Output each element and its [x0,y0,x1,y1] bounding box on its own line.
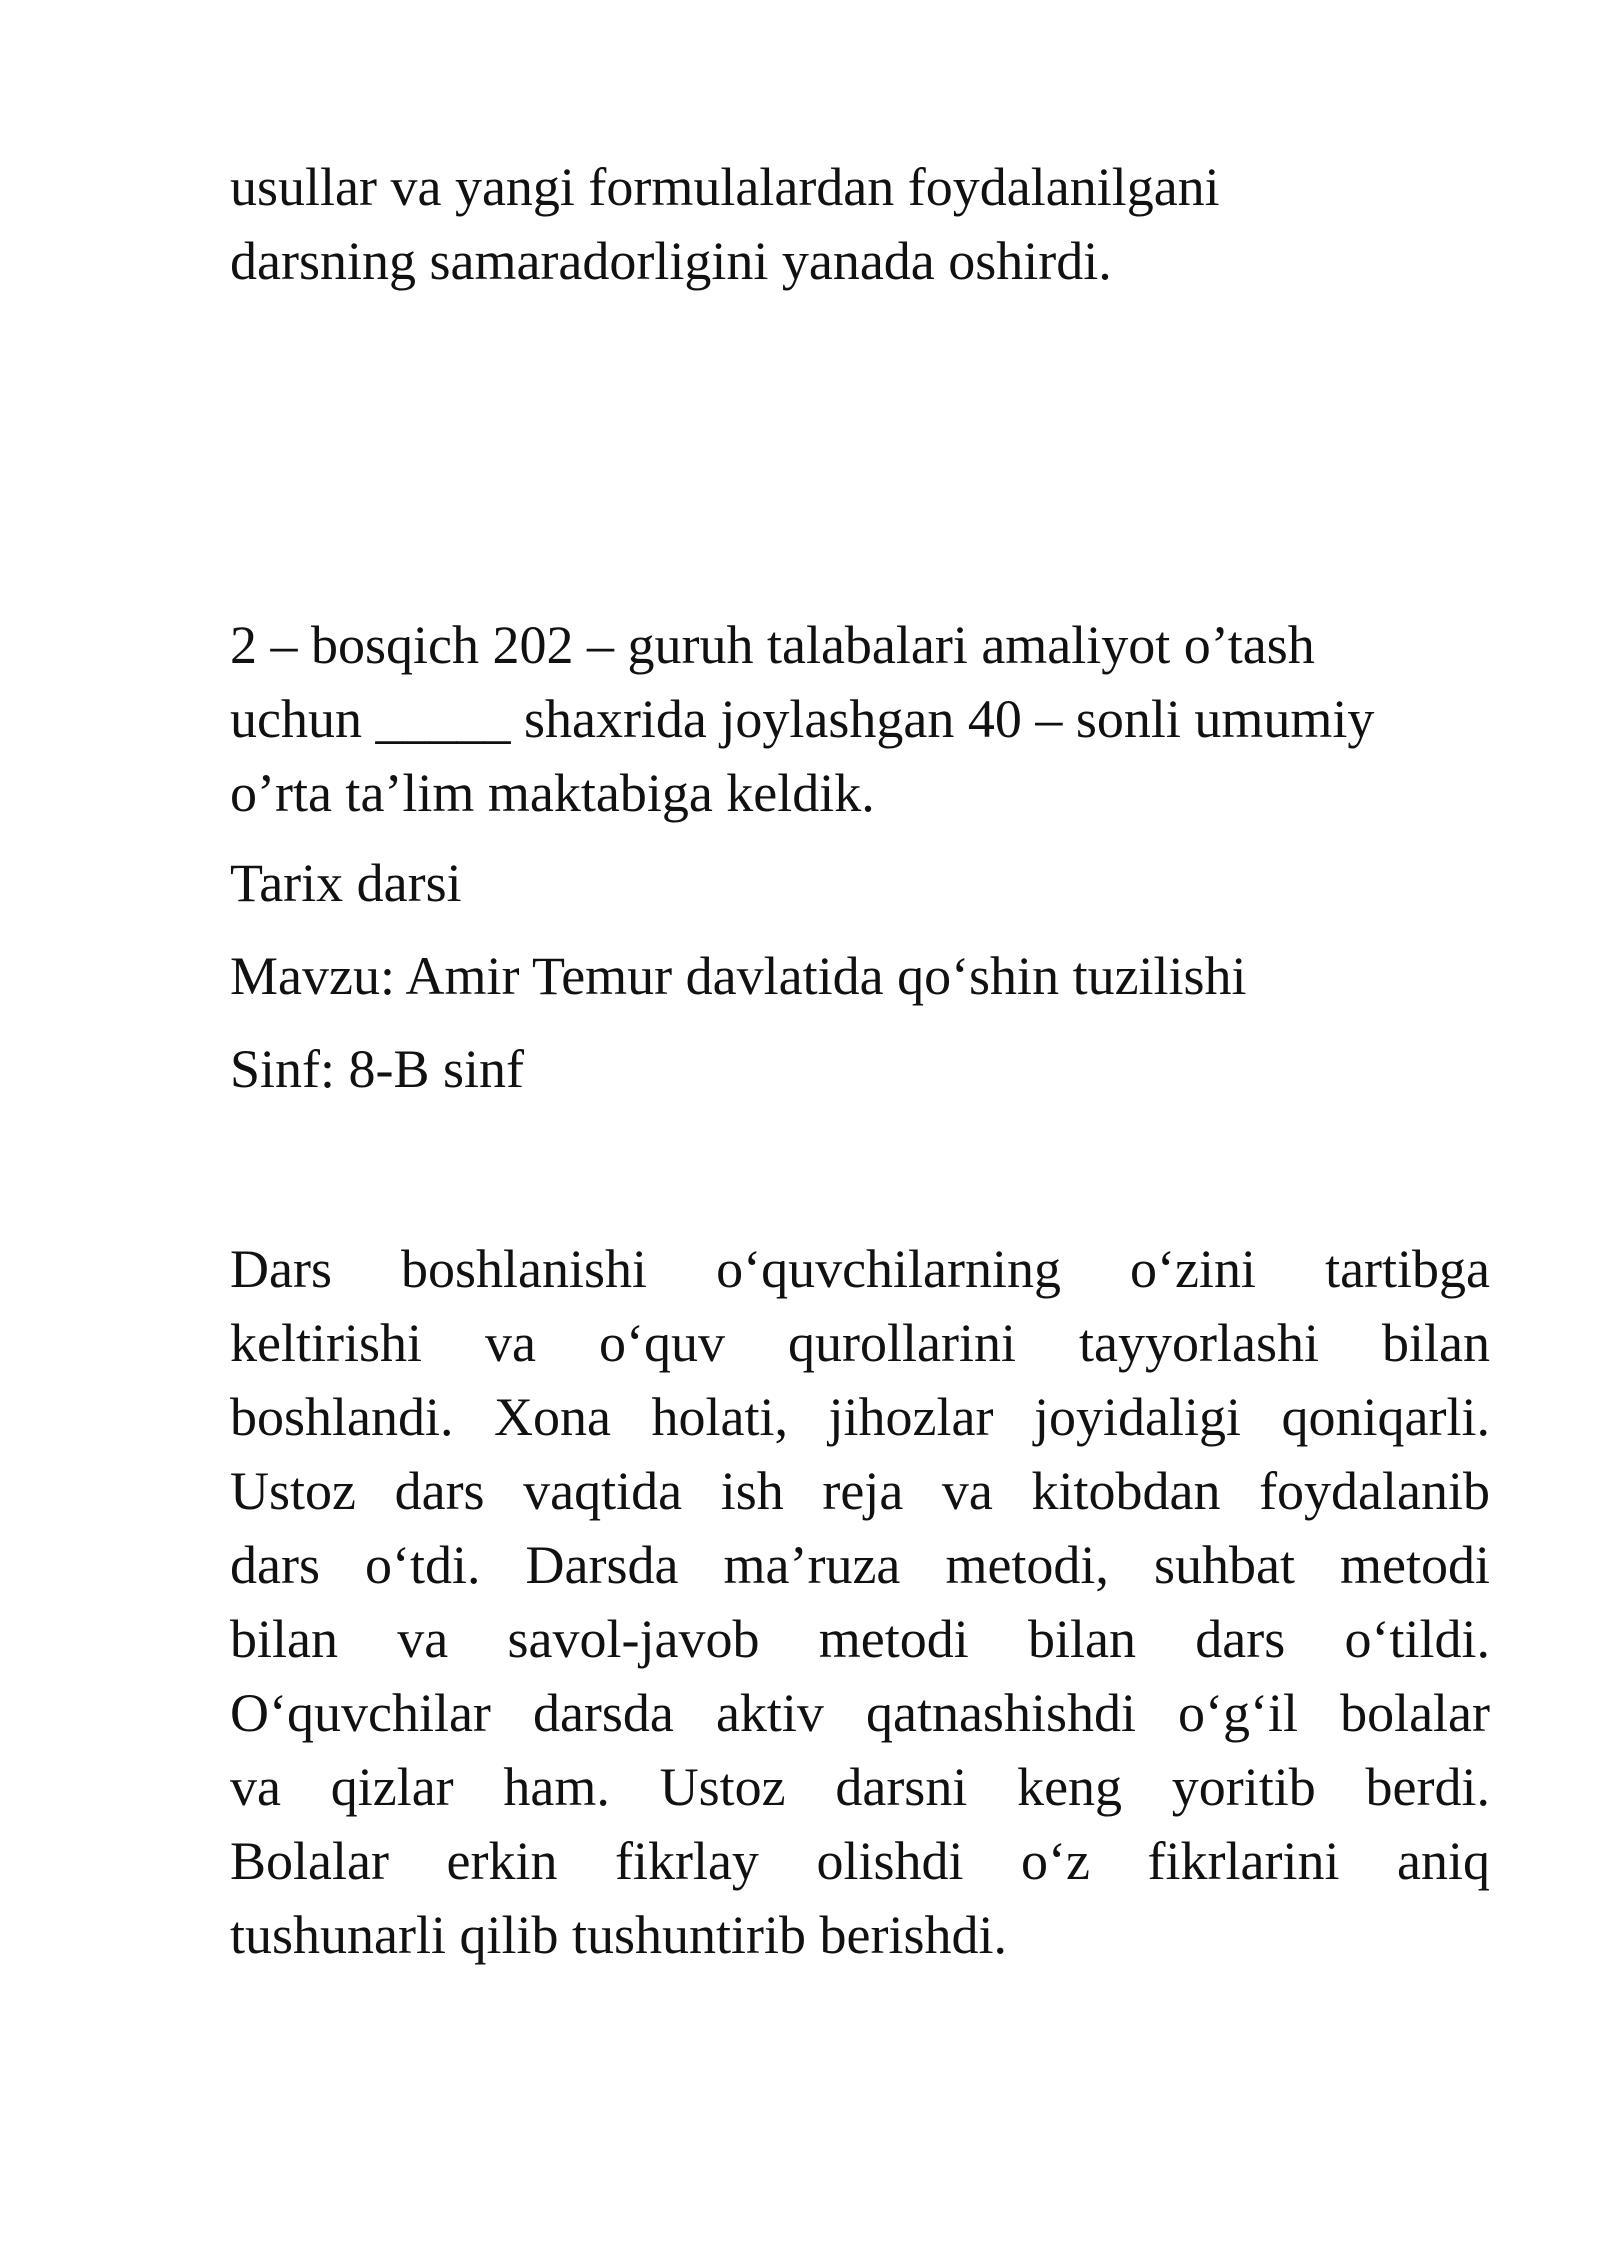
text-line: boshlandi. Xona holati, jihozlar joyidaligi qoniqarli. [230,1387,1490,1447]
lesson-report-paragraph [230,1232,1490,1972]
lesson-topic: Mavzu: Amir Temur davlatida qo‘shin tuzilishi [230,946,1247,1006]
lesson-grade: Sinf: 8-B sinf [230,1039,525,1099]
text-line: 2 – bosqich 202 – guruh talabalari amaliyot o’tash [230,615,1315,675]
lesson-subject: Tarix darsi [230,853,462,913]
text-line: darsning samaradorligini yanada oshirdi. [230,231,1112,291]
text-line: dars o‘tdi. Darsda ma’ruza metodi, suhbat metodi [230,1535,1490,1595]
text-line: usullar va yangi formulalardan foydalanilgani [230,157,1220,217]
text-line: keltirishi va o‘quv qurollarini tayyorlashi bilan [230,1313,1490,1373]
text-line: O‘quvchilar darsda aktiv qatnashishdi o‘g‘il bolalar [230,1683,1490,1743]
text-line: va qizlar ham. Ustoz darsni keng yoritib berdi. [230,1757,1490,1817]
text-line: Bolalar erkin fikrlay olishdi o‘z fikrlarini aniq [230,1831,1490,1891]
practice-paragraph [230,608,1490,830]
text-line: uchun _____ shaxrida joylashgan 40 – sonli umumiy [230,689,1375,749]
text-line: tushunarli qilib tushuntirib berishdi. [230,1905,1007,1965]
text-line: Ustoz dars vaqtida ish reja va kitobdan foydalanib [230,1461,1490,1521]
text-line: bilan va savol-javob metodi bilan dars o‘tildi. [230,1609,1490,1669]
text-line: Dars boshlanishi o‘quvchilarning o‘zini tartibga [230,1239,1490,1299]
intro-paragraph [230,150,1490,298]
lesson-info [230,846,1490,1125]
text-line: o’rta ta’lim maktabiga keldik. [230,763,875,823]
